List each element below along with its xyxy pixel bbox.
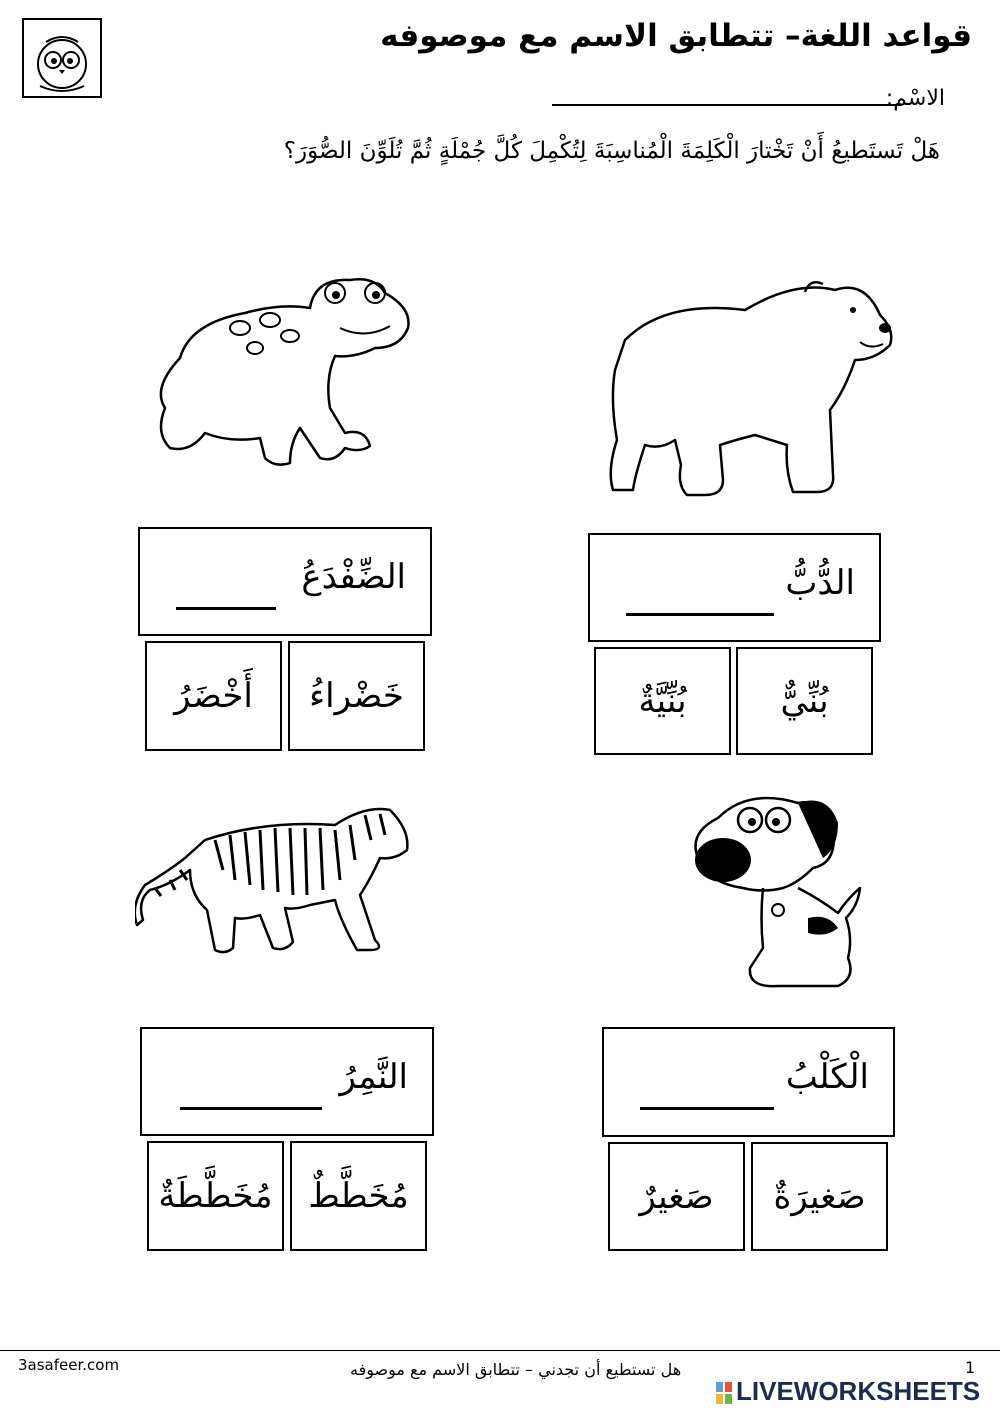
frog-drawing-icon (150, 268, 415, 483)
choice-bear-2[interactable]: بُنِّيَّةٌ (594, 647, 731, 755)
choice-dog-1[interactable]: صَغيرَةٌ (751, 1142, 888, 1251)
page-title: قواعد اللغة– تتطابق الاسم مع موصوفه (380, 18, 972, 54)
liveworksheets-text: LIVEWORKSHEETS (736, 1376, 981, 1406)
footer-text: هل تستطيع أن تجدني – تتطابق الاسم مع موصوفه (350, 1360, 682, 1379)
page-number: 1 (965, 1358, 976, 1377)
footer-divider (0, 1350, 1000, 1351)
choice-dog-2[interactable]: صَغيرٌ (608, 1142, 745, 1251)
name-label: الاسْم: (885, 86, 945, 111)
choice-tiger-2[interactable]: مُخَطَّطَةٌ (147, 1141, 284, 1251)
answer-blank-bear[interactable] (626, 613, 774, 616)
name-answer-line[interactable] (552, 104, 902, 106)
liveworksheets-logo-icon (716, 1382, 732, 1404)
answer-blank-frog[interactable] (176, 607, 276, 610)
tiger-drawing-icon (135, 800, 415, 955)
noun-frog: الضِّفْدَعُ (301, 557, 406, 597)
instruction-text: هَلْ تَستَطيعُ أَنْ تَخْتارَ الْكَلِمَةَ الْمُناسِبَةَ لِتُكْمِلَ كُلَّ جُمْلَةٍ ثُمَّ تُلَوِّنَ الصُّوَرَ؟ (283, 138, 940, 164)
choice-frog-1[interactable]: خَضْراءُ (288, 641, 425, 751)
noun-bear: الدُّبُّ (785, 563, 855, 603)
noun-box-tiger (140, 1027, 434, 1136)
noun-box-frog (138, 527, 432, 636)
liveworksheets-brand (716, 1376, 980, 1407)
dog-drawing-icon (688, 788, 868, 993)
owl-logo-icon (22, 18, 102, 98)
answer-blank-dog[interactable] (640, 1107, 774, 1110)
choice-frog-2[interactable]: أَخْضَرُ (145, 641, 282, 751)
noun-box-bear (588, 533, 881, 642)
answer-blank-tiger[interactable] (180, 1107, 322, 1110)
noun-dog: الْكَلْبُ (785, 1057, 869, 1097)
noun-box-dog (602, 1027, 895, 1137)
footer-site: 3asafeer.com (18, 1356, 120, 1374)
bear-drawing-icon (605, 270, 900, 505)
choice-tiger-1[interactable]: مُخَطَّطٌ (290, 1141, 427, 1251)
noun-tiger: النَّمِرُ (339, 1057, 408, 1097)
choice-bear-1[interactable]: بُنِّيٌّ (736, 647, 873, 755)
